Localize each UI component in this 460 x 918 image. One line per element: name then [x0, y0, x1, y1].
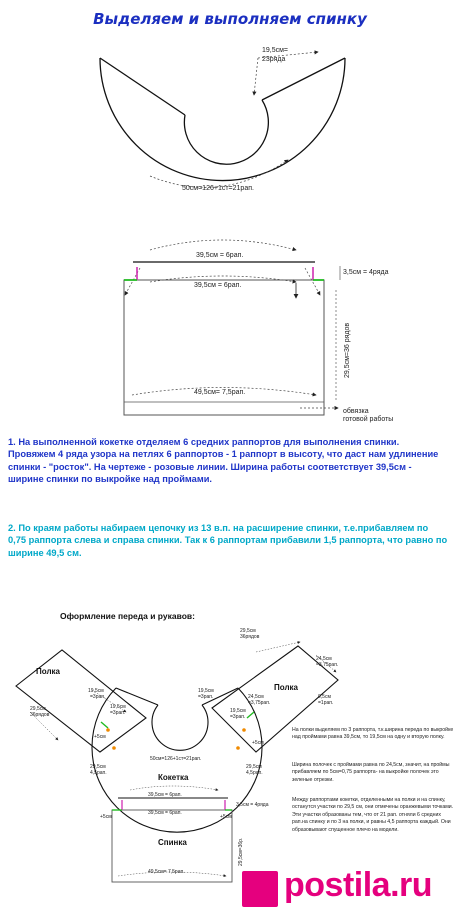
note-1: На полки выделяем по 3 раппорта, т.к.ширина переда по выкройке над проймами равна 39,5см, то 19,5см на одну и вторую полку. [292, 727, 454, 741]
back-label: Спинка [158, 838, 187, 847]
watermark-text: postila.ru [284, 866, 433, 904]
watermark-logo [242, 871, 278, 907]
l-width-label: 29,5см [30, 706, 46, 712]
back-height-label-bottom: 29,5см=36р. [238, 837, 244, 866]
r-mid-rap-label: =3рап. [198, 694, 214, 700]
l-width-rows-label: 36рядов [30, 712, 50, 718]
five-cm-right-label: +5см [252, 740, 264, 746]
left-panel-label: Полка [36, 667, 60, 676]
l-small-label: 29,5см [90, 764, 106, 770]
r-top-label: 29,5см [240, 628, 256, 634]
r-small-rap-label: =1рап. [318, 700, 334, 706]
r-mid3-rap-label: =3рап. [230, 714, 246, 720]
back-base-label-bottom: 49,5см= 7,5рап. [148, 869, 185, 875]
edging-label-1: обвязка [343, 408, 369, 415]
l-top-rap-label: =3рап. [90, 694, 106, 700]
back-rise-label-bottom: 3,5см = 4ряда [236, 802, 269, 808]
r-low-rap-label: 4,5рап. [246, 770, 263, 776]
neck-side-label: 19,5см= [262, 47, 289, 54]
back-plus-right-label: +5см [220, 814, 232, 820]
l-small-rap-label: 4,5рап. [90, 770, 107, 776]
back-rise-label: 3,5см = 4ряда [343, 269, 389, 276]
r-small-label: 0,5см [318, 694, 331, 700]
neck-side-rows-label: 23ряда [262, 56, 286, 63]
r-mid-label: 19,5см [198, 688, 214, 694]
instruction-1: 1. На выполненной кокетке отделяем 6 средних раппортов для выполнения спинки. Провяжем 4 ряда узора на петлях 6 раппортов - 1 раппорт в высоту, что даст нам удлинение спинки - "росток". На чертеже - розовые линии. Ширина работы соответствует 39,5см - ширине спинки по выкройке над проймами. [8, 437, 439, 485]
inner-arc-label: 50см=126+1ст=21рап. [182, 185, 254, 192]
five-cm-left-label: +5см [94, 734, 106, 740]
r-side-label: 24,5см [316, 656, 332, 662]
r-low-label: 29,5см [246, 764, 262, 770]
left-front-panel [16, 650, 146, 752]
yoke-bottom-width-label: 39,5см = 6рап. [196, 252, 244, 259]
back-top-width-1: 39,5см = 6рап. [148, 792, 182, 798]
r-top-rows-label: 36рядов [240, 634, 260, 640]
top-yoke-shape [100, 58, 345, 262]
right-panel-label: Полка [274, 683, 298, 692]
r-mid2-label: 24,5см [248, 694, 264, 700]
yoke-label: Кокетка [158, 773, 189, 782]
note-3: Между раппортами кокетки, отделенными на полки и на спинку, останутся участки по 29,5 см, они отмечены оранжевыми точками. Эти участки образованы тем, что от 21 рап. отняли 6 средних рап.на спинку и по 3 на полки, и равны 4,5 раппорта каждый. Они образовывают спущенное плечо на модели. [292, 797, 454, 833]
note-2: Ширина полочек с проймами равна по 24,5см, значит, на проймы прибавляем по 5см=0,75 раппорта- на выкройке полочек это зеленые отрезки. [292, 762, 450, 783]
section-title: Оформление переда и рукавов: [60, 611, 195, 621]
back-top-width-label: 39,5см = 6рап. [194, 282, 242, 289]
l-top-label: 19,5см [88, 688, 104, 694]
page-title: Выделяем и выполняем спинку [93, 10, 367, 28]
r-mid3-label: 19,5см [230, 708, 246, 714]
r-side-rap-label: =3,75рап. [316, 662, 339, 668]
instruction-2: 2. По краям работы набираем цепочку из 13 в.п. на расширение спинки, т.е.прибавляем по 0,75 раппорта слева и справа спинки. Так к 6 раппортам прибавили 1,5 раппорта, что равно по ширине 49,5 см. [8, 523, 448, 558]
r-mid2-rap-label: =3,75рап. [248, 700, 271, 706]
inner-arc-label-bottom: 50см=126+1ст=21рап. [150, 756, 202, 762]
l-mid-rap-label: =3рап. [110, 710, 126, 716]
l-mid-label: 19,5см [110, 704, 126, 710]
back-height-label: 29,5см=36 рядов [344, 322, 351, 378]
edging-label-2: готовой работы [343, 416, 394, 423]
back-base-width-label: 49,5см= 7,5рап. [194, 389, 246, 396]
back-plus-left-label: +5см [100, 814, 112, 820]
back-top-width-2: 39,5см = 6рап. [148, 810, 182, 816]
